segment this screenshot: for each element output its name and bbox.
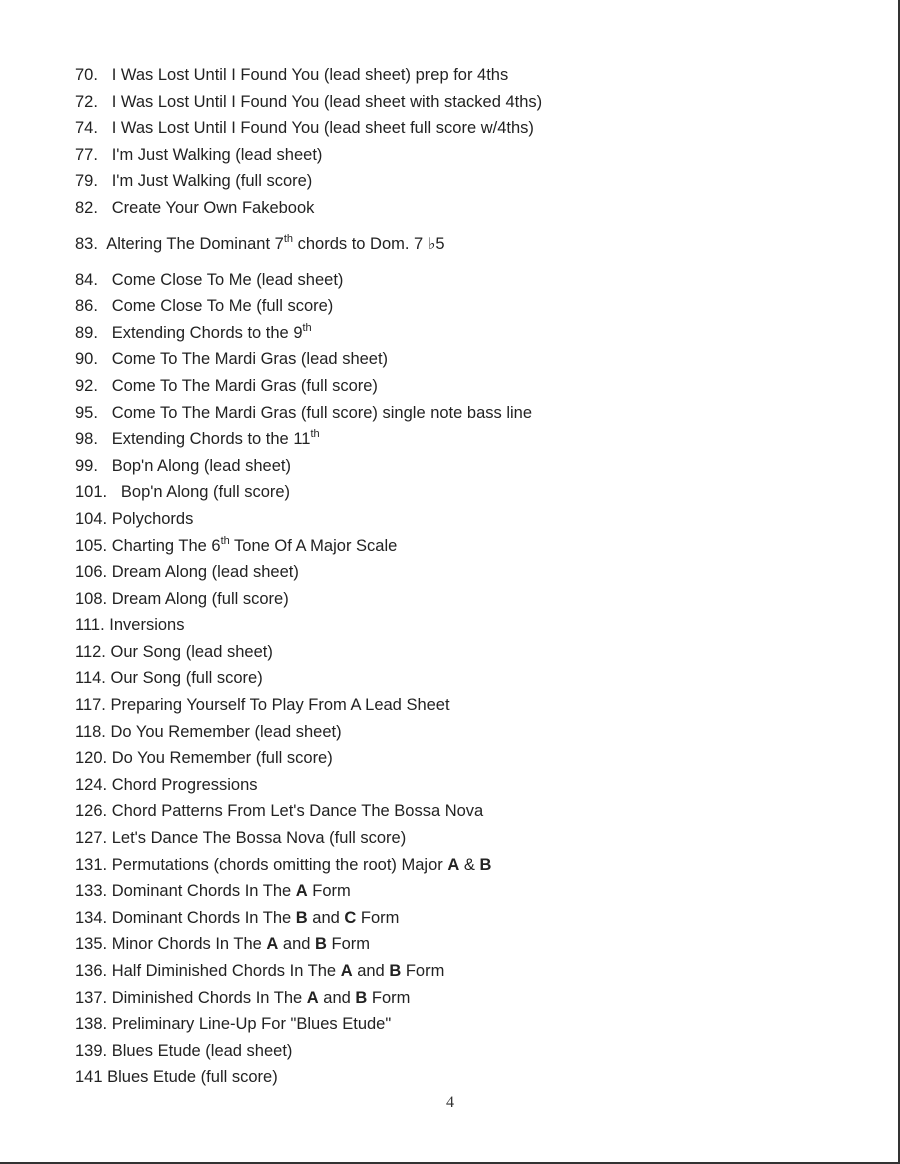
title-text: Form [326, 935, 371, 954]
title-text: Form [307, 882, 351, 901]
bold-form-letter: B [315, 935, 327, 954]
title-text: chords to Dom. 7 [293, 234, 428, 253]
title-text: Create Your Own Fakebook [111, 198, 315, 217]
title-text: Bop'n Along (lead sheet) [111, 456, 291, 475]
bold-form-letter: A [306, 988, 319, 1007]
toc-entry-spacer [98, 199, 112, 217]
title-text: Come To The Mardi Gras (full score) [111, 376, 378, 395]
toc-entry-title [112, 776, 258, 794]
title-text: Blues Etude (lead sheet) [111, 1041, 293, 1060]
toc-entry-title [110, 643, 272, 661]
bold-form-letter: B [479, 855, 492, 874]
toc-entry [75, 639, 855, 666]
toc-entry-page-number: 108. [75, 589, 108, 608]
toc-entry-page-number: 99. [75, 456, 98, 475]
toc-entry-title [112, 909, 400, 927]
title-text: & [459, 855, 480, 874]
title-text: Polychords [111, 509, 194, 528]
title-text: Tone Of A Major Scale [229, 536, 398, 555]
title-text: Dominant Chords In The [111, 882, 296, 901]
toc-entry [75, 985, 855, 1012]
toc-entry-page-number: 112. [75, 642, 106, 661]
title-text: Inversions [109, 616, 185, 635]
title-text: Diminished Chords In The [111, 988, 307, 1007]
toc-entry [75, 346, 855, 373]
toc-entry-page-number: 111. [75, 616, 105, 635]
toc-entry-title [112, 962, 445, 980]
title-text: Dream Along (full score) [111, 589, 289, 608]
toc-entry-title [110, 723, 341, 741]
title-text: Half Diminished Chords In The [111, 962, 341, 980]
toc-entry [75, 852, 855, 879]
toc-entry-title [112, 377, 378, 395]
toc-entry-title [112, 935, 370, 953]
toc-entry [75, 195, 855, 222]
toc-entry-title [110, 669, 262, 687]
title-text: Our Song (lead sheet) [110, 642, 273, 661]
toc-entry-page-number: 70. [75, 66, 98, 84]
title-text: Come Close To Me (lead sheet) [111, 270, 344, 289]
toc-entry-page-number: 138. [75, 1015, 108, 1034]
toc-entry-title [112, 882, 351, 900]
bold-form-letter: B [355, 988, 368, 1007]
toc-entry [75, 400, 855, 427]
toc-entry [75, 1011, 855, 1038]
superscript-ordinal: th [310, 428, 320, 441]
toc-entry-page-number: 84. [75, 270, 98, 289]
toc-entry-spacer [98, 66, 112, 84]
toc-entry-title [112, 1042, 293, 1060]
toc-entry-page-number: 127. [75, 829, 108, 848]
toc-entry [75, 89, 855, 116]
title-text: Dominant Chords In The [111, 908, 296, 927]
title-text: Form [356, 908, 400, 927]
toc-entry [75, 506, 855, 533]
toc-entry-page-number: 137. [75, 988, 108, 1007]
title-text: and [318, 988, 356, 1007]
title-text: I'm Just Walking (lead sheet) [111, 145, 323, 164]
bold-form-letter: A [266, 935, 279, 954]
superscript-ordinal: th [302, 321, 312, 334]
toc-entry-page-number: 74. [75, 119, 98, 138]
title-text: Do You Remember (lead sheet) [110, 722, 342, 741]
toc-entry-page-number: 136. [75, 962, 108, 980]
toc-entry [75, 665, 855, 692]
toc-entry-page-number: 131. [75, 855, 108, 874]
toc-entry [75, 1064, 855, 1091]
bold-form-letter: A [295, 882, 308, 901]
toc-entry-spacer [98, 119, 112, 137]
toc-entry-title [112, 749, 333, 767]
title-text: Come Close To Me (full score) [111, 297, 334, 316]
title-text: Come To The Mardi Gras (full score) single note bass line [111, 403, 533, 422]
toc-entry [75, 222, 855, 267]
toc-entry [75, 426, 855, 453]
toc-entry [75, 142, 855, 169]
title-text: Permutations (chords omitting the root) Major [111, 855, 448, 874]
toc-entry-page-number: 89. [75, 323, 98, 342]
toc-entry-spacer [98, 404, 112, 422]
toc-entry-title [112, 297, 334, 315]
toc-entry-spacer [98, 146, 112, 164]
toc-entry [75, 267, 855, 294]
toc-entry [75, 612, 855, 639]
title-text: Blues Etude (full score) [107, 1068, 278, 1087]
toc-entry-title [112, 93, 542, 111]
bold-form-letter: B [295, 908, 308, 927]
toc-entry-title [112, 590, 289, 608]
bold-form-letter: C [344, 908, 357, 927]
toc-entry [75, 798, 855, 825]
title-text: Chord Patterns From Let's Dance The Bossa Nova [111, 802, 484, 821]
title-text: Extending Chords to the 9 [111, 323, 303, 342]
toc-entry [75, 1038, 855, 1065]
toc-entry-page-number: 92. [75, 376, 98, 395]
title-text: I Was Lost Until I Found You (lead sheet) prep for 4ths [111, 66, 509, 84]
title-text: Do You Remember (full score) [111, 749, 333, 768]
title-text: Come To The Mardi Gras (lead sheet) [111, 350, 389, 369]
toc-entry-title [112, 271, 344, 289]
toc-entry-page-number: 117. [75, 696, 106, 715]
toc-entry [75, 62, 855, 89]
toc-entry [75, 293, 855, 320]
toc-entry-title [112, 1015, 392, 1033]
toc-entry-spacer [98, 93, 112, 111]
toc-entry-page-number: 101. [75, 483, 108, 502]
toc-entry-page-number: 83. [75, 234, 98, 253]
title-text: I Was Lost Until I Found You (lead sheet with stacked 4ths) [111, 92, 543, 111]
toc-entry-title [107, 1068, 278, 1086]
toc-entry-title [112, 989, 411, 1007]
toc-entry-page-number: 141 [75, 1068, 103, 1087]
toc-entry-title [109, 616, 184, 634]
toc-entry-title [112, 430, 320, 448]
toc-entry [75, 745, 855, 772]
toc-entry [75, 320, 855, 347]
toc-entry-page-number: 98. [75, 430, 98, 449]
title-text: I Was Lost Until I Found You (lead sheet full score w/4ths) [111, 119, 534, 138]
toc-entry-page-number: 82. [75, 198, 98, 217]
page-number: 4 [446, 1094, 454, 1111]
toc-entry-spacer [98, 235, 106, 253]
table-of-contents [75, 62, 855, 1091]
toc-entry-spacer [98, 172, 112, 190]
toc-entry [75, 533, 855, 560]
bold-form-letter: A [340, 962, 353, 980]
toc-entry-title [112, 404, 532, 422]
title-text: and [278, 935, 316, 954]
toc-entry [75, 559, 855, 586]
toc-entry-page-number: 134. [75, 908, 108, 927]
toc-entry-spacer [98, 324, 112, 342]
bold-form-letter: A [447, 855, 460, 874]
toc-entry [75, 586, 855, 613]
toc-entry [75, 115, 855, 142]
toc-entry-page-number: 86. [75, 297, 98, 316]
toc-entry-page-number: 126. [75, 802, 108, 821]
toc-entry-title [112, 66, 509, 84]
toc-entry-spacer [98, 430, 112, 448]
title-text: and [352, 962, 390, 980]
toc-entry [75, 825, 855, 852]
title-text: Form [367, 988, 411, 1007]
toc-entry-page-number: 79. [75, 172, 98, 191]
toc-entry-title [112, 829, 406, 847]
toc-entry [75, 958, 855, 985]
toc-entry-page-number: 104. [75, 509, 108, 528]
toc-entry [75, 878, 855, 905]
toc-entry-title [112, 172, 313, 190]
toc-entry-page-number: 90. [75, 350, 98, 369]
title-text: Extending Chords to the 11 [111, 430, 311, 449]
title-text: I'm Just Walking (full score) [111, 172, 313, 191]
toc-entry-title [106, 232, 445, 253]
toc-entry-spacer [98, 457, 112, 475]
title-text: Minor Chords In The [111, 935, 267, 954]
toc-entry-page-number: 118. [75, 722, 106, 741]
toc-entry [75, 931, 855, 958]
toc-entry-spacer [107, 483, 121, 501]
toc-entry [75, 373, 855, 400]
toc-entry [75, 905, 855, 932]
toc-entry-page-number: 135. [75, 935, 108, 954]
title-text: Form [401, 962, 445, 980]
toc-entry-title [112, 350, 388, 368]
toc-entry-title [110, 696, 449, 714]
title-text: Bop'n Along (full score) [120, 483, 291, 502]
title-text: Chord Progressions [111, 775, 258, 794]
superscript-ordinal: th [220, 534, 230, 547]
toc-entry [75, 719, 855, 746]
title-text: 5 [435, 234, 445, 253]
toc-entry-title [112, 802, 484, 820]
toc-entry-spacer [98, 271, 112, 289]
toc-entry [75, 479, 855, 506]
toc-entry-page-number: 120. [75, 749, 108, 768]
toc-entry-spacer [98, 377, 112, 395]
title-text: Our Song (full score) [110, 669, 263, 688]
title-text: Preliminary Line-Up For "Blues Etude" [111, 1015, 392, 1034]
toc-entry-title [112, 146, 323, 164]
toc-entry-page-number: 77. [75, 145, 98, 164]
toc-entry-title [121, 483, 290, 501]
toc-entry-page-number: 133. [75, 882, 108, 901]
toc-entry [75, 168, 855, 195]
toc-entry-page-number: 72. [75, 92, 98, 111]
toc-entry [75, 692, 855, 719]
toc-entry-title [112, 199, 315, 217]
title-text: Let's Dance The Bossa Nova (full score) [111, 829, 407, 848]
bold-form-letter: B [389, 962, 402, 980]
toc-entry-title [112, 457, 291, 475]
toc-entry-spacer [98, 350, 112, 368]
flat-symbol: ♭ [427, 235, 436, 253]
superscript-ordinal: th [283, 232, 294, 245]
toc-entry-page-number: 124. [75, 775, 108, 794]
toc-entry-page-number: 106. [75, 563, 108, 582]
toc-entry-title [112, 856, 492, 874]
title-text: Dream Along (lead sheet) [111, 563, 299, 582]
toc-entry-spacer [98, 297, 112, 315]
toc-entry [75, 453, 855, 480]
title-text: Altering The Dominant 7 [106, 234, 284, 253]
toc-entry-title [111, 534, 398, 555]
toc-entry-title [111, 321, 312, 342]
toc-entry-page-number: 139. [75, 1041, 108, 1060]
toc-entry-page-number: 95. [75, 403, 98, 422]
toc-entry-title [112, 510, 194, 528]
toc-entry-title [112, 563, 299, 581]
title-text: Preparing Yourself To Play From A Lead Sheet [110, 696, 450, 715]
toc-entry-page-number: 105. [75, 536, 108, 555]
toc-entry-title [112, 119, 534, 137]
title-text: and [307, 908, 345, 927]
title-text: Charting The 6 [111, 536, 221, 555]
toc-entry [75, 772, 855, 799]
toc-entry-page-number: 114. [75, 669, 106, 688]
